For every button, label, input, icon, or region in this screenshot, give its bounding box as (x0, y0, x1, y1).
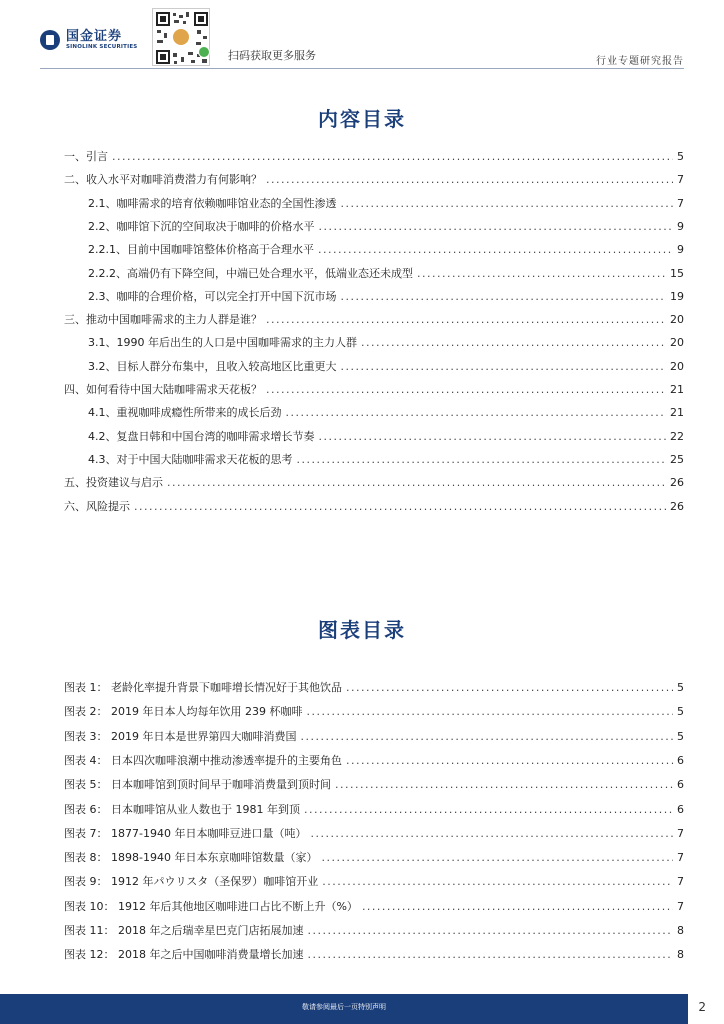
figure-entry-page: 5 (677, 705, 684, 719)
toc-entry-text: 2.2.2、高端仍有下降空间，中端已处合理水平，低端业态还未成型 (88, 266, 413, 280)
toc-entry-page: 19 (670, 289, 684, 303)
leader-dots (112, 150, 673, 163)
toc-entry-page: 15 (670, 266, 684, 280)
toc-entry-text: 2.3、咖啡的合理价格，可以完全打开中国下沉市场 (88, 289, 337, 303)
toc-entry-page: 5 (677, 150, 684, 163)
figure-entry[interactable] (64, 946, 684, 962)
toc-entry-page: 9 (677, 243, 684, 257)
toc-entry[interactable] (88, 218, 684, 234)
footer-disclaimer: 敬请参阅最后一页特别声明 (302, 1003, 386, 1011)
toc-entry-text: 二、收入水平对咖啡消费潜力有何影响？ (64, 173, 262, 187)
figure-entry[interactable] (64, 898, 684, 914)
figure-entry-text: 图表 10： 1912 年后其他地区咖啡进口占比不断上升（%） (64, 899, 358, 913)
leader-dots (417, 267, 666, 280)
leader-dots (341, 290, 667, 303)
page-number: 2 (698, 1000, 706, 1014)
toc-entry-text: 六、风险提示 (64, 499, 130, 513)
toc-entry-text: 4.2、复盘日韩和中国台湾的咖啡需求增长节奏 (88, 429, 315, 443)
leader-dots (322, 875, 673, 888)
figure-entry-page: 5 (677, 681, 684, 694)
toc-entry[interactable] (88, 428, 684, 444)
toc-entry[interactable] (88, 288, 684, 304)
figure-entry-text: 图表 8： 1898-1940 年日本东京咖啡馆数量（家） (64, 851, 318, 865)
figure-entry-text: 图表 9： 1912 年パウリスタ（圣保罗）咖啡馆开业 (64, 875, 319, 889)
toc-title: 内容目录 (318, 107, 406, 131)
figure-entry[interactable] (64, 752, 684, 768)
toc-entry-text: 4.3、对于中国大陆咖啡需求天花板的思考 (88, 452, 293, 466)
figure-entry-page: 7 (677, 875, 684, 889)
figure-entry-page: 5 (677, 729, 684, 743)
wechat-badge-icon (198, 46, 210, 58)
leader-dots (266, 313, 666, 326)
toc-entry-text: 五、投资建议与启示 (64, 476, 163, 490)
leader-dots (134, 500, 666, 513)
toc-entry[interactable] (64, 474, 684, 490)
figure-entry[interactable] (64, 776, 684, 792)
figure-entry-text: 图表 1： 老龄化率提升背景下咖啡增长情况好于其他饮品 (64, 681, 342, 694)
leader-dots (304, 803, 673, 816)
toc-entry-page: 7 (677, 173, 684, 187)
toc-entry[interactable] (88, 358, 684, 374)
toc-entry[interactable] (88, 241, 684, 257)
figure-entry-text: 图表 11： 2018 年之后瑞幸星巴克门店拓展加速 (64, 924, 304, 937)
leader-dots (300, 730, 673, 743)
toc-entry-page: 21 (670, 406, 684, 420)
leader-dots (307, 924, 673, 937)
leader-dots (362, 900, 673, 913)
leader-dots (318, 243, 673, 256)
qr-caption: 扫码获取更多服务 (228, 49, 316, 62)
figure-entry-page: 7 (677, 899, 684, 913)
figure-entry-page: 6 (677, 778, 684, 792)
leader-dots (297, 453, 667, 466)
leader-dots (321, 851, 673, 864)
toc-entry-text: 一、引言 (64, 150, 108, 163)
toc-entry-page: 20 (670, 359, 684, 373)
leader-dots (361, 336, 666, 349)
toc-entry-page: 7 (677, 196, 684, 210)
toc-entry[interactable] (88, 334, 684, 350)
figures-title: 图表目录 (318, 618, 406, 642)
leader-dots (341, 360, 667, 373)
leader-dots (319, 430, 667, 443)
leader-dots (307, 948, 673, 961)
toc-entry-page: 26 (670, 476, 684, 490)
leader-dots (266, 383, 666, 396)
qr-center-logo-icon (171, 27, 191, 47)
figure-entry[interactable] (64, 849, 684, 865)
figure-entry-page: 8 (677, 948, 684, 962)
toc-entry[interactable] (64, 148, 684, 164)
figure-entry[interactable] (64, 728, 684, 744)
figure-entry-text: 图表 3： 2019 年日本是世界第四大咖啡消费国 (64, 729, 297, 743)
toc-entry-text: 4.1、重视咖啡成瘾性所带来的成长后劲 (88, 406, 282, 420)
toc-entry-page: 26 (670, 499, 684, 513)
toc-entry[interactable] (88, 451, 684, 467)
figure-entry-page: 6 (677, 753, 684, 767)
toc-entry-text: 四、如何看待中国大陆咖啡需求天花板？ (64, 383, 262, 396)
toc-entry-page: 21 (670, 383, 684, 396)
leader-dots (266, 173, 673, 186)
toc-entry[interactable] (64, 498, 684, 514)
toc-entry-page: 25 (670, 452, 684, 466)
figure-entry[interactable] (64, 825, 684, 841)
leader-dots (346, 681, 673, 694)
leader-dots (167, 476, 666, 489)
figure-entry-page: 7 (677, 826, 684, 840)
logo-en: SINOLINK SECURITIES (66, 44, 138, 50)
figure-entry-text: 图表 5： 日本咖啡馆到顶时间早于咖啡消费量到顶时间 (64, 778, 331, 792)
figure-entry[interactable] (64, 922, 684, 938)
figure-entry-text: 图表 6： 日本咖啡馆从业人数也于 1981 年到顶 (64, 802, 300, 816)
leader-dots (341, 197, 674, 210)
toc-entry-page: 9 (677, 219, 684, 233)
figure-entry[interactable] (64, 679, 684, 695)
figure-entry[interactable] (64, 873, 684, 889)
toc-entry[interactable] (64, 311, 684, 327)
leader-dots (319, 220, 674, 233)
toc-entry[interactable] (88, 265, 684, 281)
figure-entry-text: 图表 12： 2018 年之后中国咖啡消费量增长加速 (64, 948, 304, 962)
company-logo (40, 30, 137, 51)
figure-entry-text: 图表 4： 日本四次咖啡浪潮中推动渗透率提升的主要角色 (64, 753, 342, 767)
toc-entry-text: 2.2、咖啡馆下沉的空间取决于咖啡的价格水平 (88, 219, 315, 233)
report-type: 行业专题研究报告 (596, 56, 684, 67)
toc-entry-page: 22 (670, 429, 684, 443)
leader-dots (335, 778, 673, 791)
leader-dots (310, 827, 673, 840)
figure-entry-page: 6 (677, 802, 684, 816)
page-header (0, 0, 724, 72)
toc-entry-text: 三、推动中国咖啡需求的主力人群是谁？ (64, 313, 262, 327)
header-divider (40, 68, 684, 69)
toc-entry-text: 3.2、目标人群分布集中，且收入较高地区比重更大 (88, 359, 337, 373)
figure-entry-text: 图表 2： 2019 年日本人均每年饮用 239 杯咖啡 (64, 705, 303, 719)
toc-entry[interactable] (64, 381, 684, 397)
toc-entry-text: 2.1、咖啡需求的培育依赖咖啡馆业态的全国性渗透 (88, 196, 337, 210)
figure-entry-text: 图表 7： 1877-1940 年日本咖啡豆进口量（吨） (64, 826, 307, 840)
figure-entry-page: 8 (677, 924, 684, 937)
toc-entry-page: 20 (670, 336, 684, 350)
logo-cn: 国金证券 (66, 29, 123, 44)
toc-entry-page: 20 (670, 313, 684, 327)
leader-dots (306, 705, 673, 718)
leader-dots (286, 406, 667, 419)
toc-entry[interactable] (88, 195, 684, 211)
logo-text (66, 30, 137, 51)
toc-entry-text: 3.1、1990 年后出生的人口是中国咖啡需求的主力人群 (88, 336, 357, 350)
toc-entry[interactable] (88, 404, 684, 420)
leader-dots (346, 754, 673, 767)
figure-entry-page: 7 (677, 851, 684, 865)
figure-entry[interactable] (64, 801, 684, 817)
logo-icon (40, 30, 60, 50)
toc-entry-text: 2.2.1、目前中国咖啡馆整体价格高于合理水平 (88, 243, 314, 257)
toc-entry[interactable] (64, 171, 684, 187)
figure-entry[interactable] (64, 703, 684, 719)
